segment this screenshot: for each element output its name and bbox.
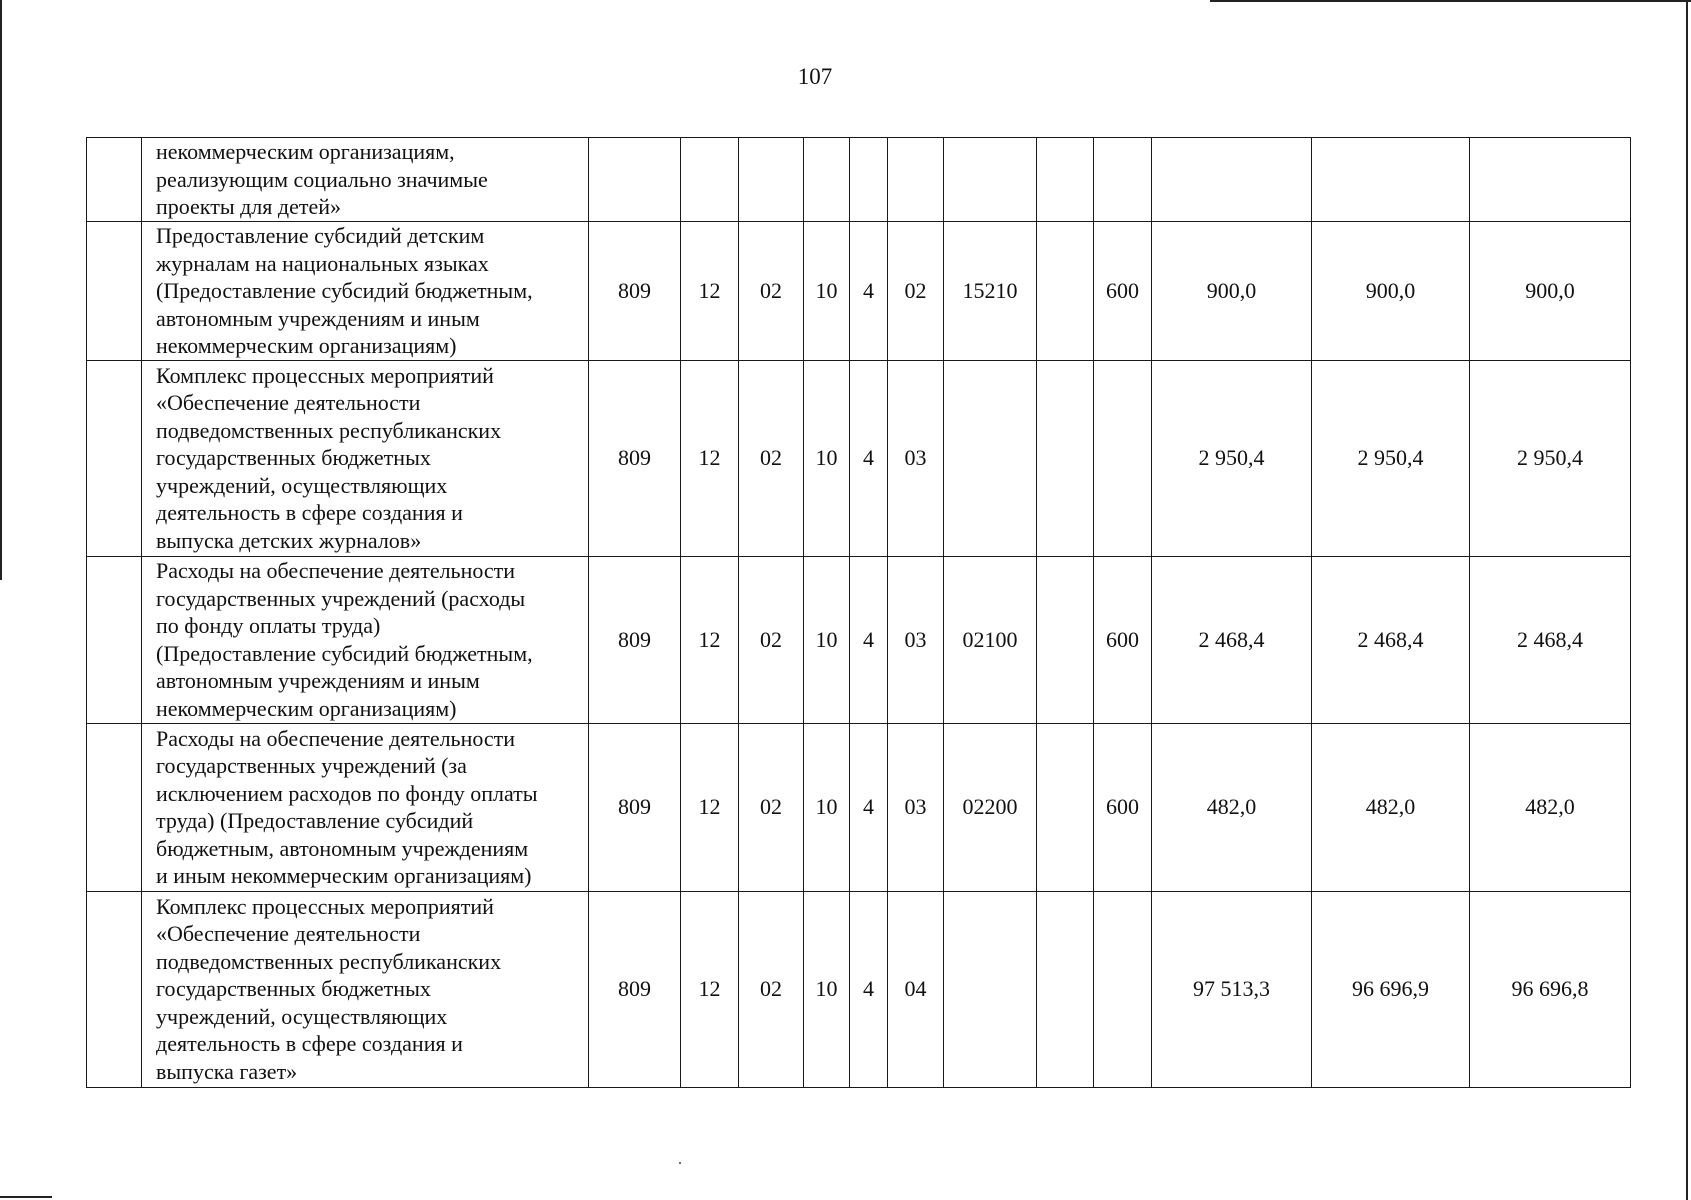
code-cell <box>1037 360 1094 556</box>
code-cell: 03 <box>888 360 944 556</box>
code-cell <box>739 138 804 222</box>
code-cell: 04 <box>888 891 944 1087</box>
description-line: учреждений, осуществляющих <box>156 472 448 498</box>
code-cell: 12 <box>681 222 739 361</box>
code-cell <box>1037 138 1094 222</box>
description-line: выпуска детских журналов» <box>156 527 422 553</box>
code-cell: 809 <box>589 222 681 361</box>
description-line: автономным учреждениям и иным <box>156 305 480 331</box>
code-cell <box>1094 891 1152 1087</box>
amount-cell: 900,0 <box>1152 222 1312 361</box>
code-cell: 02100 <box>944 556 1037 723</box>
description-line: подведомственных республиканских <box>156 417 502 443</box>
description-line: труда) (Предоставление субсидий <box>156 808 474 833</box>
description-line: исключением расходов по фонду оплаты <box>156 780 538 806</box>
description-cell <box>142 556 589 723</box>
code-cell: 809 <box>589 360 681 556</box>
code-cell: 809 <box>589 556 681 723</box>
code-cell: 02 <box>739 556 804 723</box>
table-row <box>87 222 1631 361</box>
code-cell <box>1037 556 1094 723</box>
description-line: некоммерческим организациям) <box>156 695 457 721</box>
scan-edge-bottom-left <box>0 1196 52 1198</box>
description-line: (Предоставление субсидий бюджетным, <box>156 278 533 303</box>
description-line: учреждений, осуществляющих <box>156 1003 448 1029</box>
code-cell <box>589 138 681 222</box>
description-line: Расходы на обеспечение деятельности <box>156 558 516 583</box>
code-cell: 12 <box>681 723 739 891</box>
code-cell <box>944 138 1037 222</box>
code-cell <box>1037 723 1094 891</box>
amount-cell: 2 468,4 <box>1470 556 1631 723</box>
amount-cell <box>1470 138 1631 222</box>
code-cell: 4 <box>850 556 888 723</box>
row-number-cell <box>87 138 142 222</box>
scan-speck <box>679 1162 681 1164</box>
description-line: некоммерческим организациям, <box>156 139 455 165</box>
code-cell: 4 <box>850 222 888 361</box>
code-cell: 4 <box>850 723 888 891</box>
row-number-cell <box>87 222 142 361</box>
row-number-cell <box>87 360 142 556</box>
description-line: Расходы на обеспечение деятельности <box>156 725 516 751</box>
scan-edge-top-right <box>1210 0 1691 2</box>
amount-cell: 96 696,8 <box>1470 891 1631 1087</box>
code-cell: 600 <box>1094 222 1152 361</box>
amount-cell: 96 696,9 <box>1312 891 1470 1087</box>
scan-edge-right <box>1686 0 1688 1200</box>
description-line: подведомственных республиканских <box>156 948 502 974</box>
code-cell: 15210 <box>944 222 1037 361</box>
description-line: автономным учреждениям и иным <box>156 668 480 693</box>
code-cell <box>888 138 944 222</box>
amount-cell <box>1312 138 1470 222</box>
code-cell <box>681 138 739 222</box>
amount-cell: 2 468,4 <box>1312 556 1470 723</box>
description-line: по фонду оплаты труда) <box>156 613 381 638</box>
table-row <box>87 360 1631 556</box>
code-cell: 02 <box>739 222 804 361</box>
code-cell: 4 <box>850 360 888 556</box>
amount-cell: 900,0 <box>1470 222 1631 361</box>
description-line: выпуска газет» <box>156 1058 298 1084</box>
code-cell: 809 <box>589 723 681 891</box>
amount-cell: 482,0 <box>1312 723 1470 891</box>
description-line: государственных бюджетных <box>156 976 431 1002</box>
code-cell <box>804 138 850 222</box>
code-cell: 600 <box>1094 723 1152 891</box>
code-cell: 4 <box>850 891 888 1087</box>
amount-cell: 900,0 <box>1312 222 1470 361</box>
code-cell <box>1094 360 1152 556</box>
code-cell <box>850 138 888 222</box>
amount-cell: 2 468,4 <box>1152 556 1312 723</box>
table-row <box>87 891 1631 1087</box>
code-cell: 02 <box>739 723 804 891</box>
description-cell <box>142 222 589 361</box>
row-number-cell <box>87 891 142 1087</box>
description-cell <box>142 360 589 556</box>
amount-cell: 482,0 <box>1470 723 1631 891</box>
code-cell <box>1094 138 1152 222</box>
table-body <box>87 138 1631 1088</box>
code-cell: 10 <box>804 723 850 891</box>
description-line: государственных учреждений (расходы <box>156 585 526 611</box>
code-cell <box>944 891 1037 1087</box>
table-row <box>87 556 1631 723</box>
description-line: бюджетным, автономным учреждениям <box>156 835 529 861</box>
page-number: 107 <box>797 64 833 89</box>
description-line: (Предоставление субсидий бюджетным, <box>156 640 533 666</box>
table-row <box>87 723 1631 891</box>
code-cell <box>1037 222 1094 361</box>
code-cell: 02 <box>739 360 804 556</box>
description-cell <box>142 891 589 1087</box>
description-line: «Обеспечение деятельности <box>156 390 421 416</box>
description-line: Предоставление субсидий детским <box>156 223 485 248</box>
code-cell: 12 <box>681 360 739 556</box>
budget-table <box>86 137 1631 1088</box>
code-cell: 809 <box>589 891 681 1087</box>
description-line: государственных бюджетных <box>156 445 431 471</box>
code-cell: 02 <box>888 222 944 361</box>
code-cell: 12 <box>681 891 739 1087</box>
table-row <box>87 138 1631 222</box>
code-cell: 02200 <box>944 723 1037 891</box>
code-cell: 10 <box>804 360 850 556</box>
row-number-cell <box>87 556 142 723</box>
amount-cell: 482,0 <box>1152 723 1312 891</box>
description-line: «Обеспечение деятельности <box>156 921 421 947</box>
amount-cell: 2 950,4 <box>1152 360 1312 556</box>
description-cell <box>142 138 589 222</box>
code-cell: 10 <box>804 222 850 361</box>
amount-cell: 97 513,3 <box>1152 891 1312 1087</box>
description-line: проекты для детей» <box>156 194 342 220</box>
code-cell: 03 <box>888 556 944 723</box>
code-cell <box>944 360 1037 556</box>
description-cell <box>142 723 589 891</box>
amount-cell <box>1152 138 1312 222</box>
code-cell: 10 <box>804 891 850 1087</box>
description-line: и иным некоммерческим организациям) <box>156 863 532 888</box>
description-line: реализующим социально значимые <box>156 166 488 192</box>
description-line: деятельность в сфере создания и <box>156 1031 463 1057</box>
amount-cell: 2 950,4 <box>1312 360 1470 556</box>
code-cell: 02 <box>739 891 804 1087</box>
description-line: некоммерческим организациям) <box>156 333 457 358</box>
code-cell: 12 <box>681 556 739 723</box>
description-line: Комплекс процессных мероприятий <box>156 362 494 388</box>
amount-cell: 2 950,4 <box>1470 360 1631 556</box>
code-cell: 600 <box>1094 556 1152 723</box>
code-cell <box>1037 891 1094 1087</box>
description-line: Комплекс процессных мероприятий <box>156 893 494 919</box>
code-cell: 10 <box>804 556 850 723</box>
description-line: государственных учреждений (за <box>156 753 467 778</box>
row-number-cell <box>87 723 142 891</box>
description-line: деятельность в сфере создания и <box>156 500 463 526</box>
code-cell: 03 <box>888 723 944 891</box>
description-line: журналам на национальных языках <box>156 250 489 276</box>
